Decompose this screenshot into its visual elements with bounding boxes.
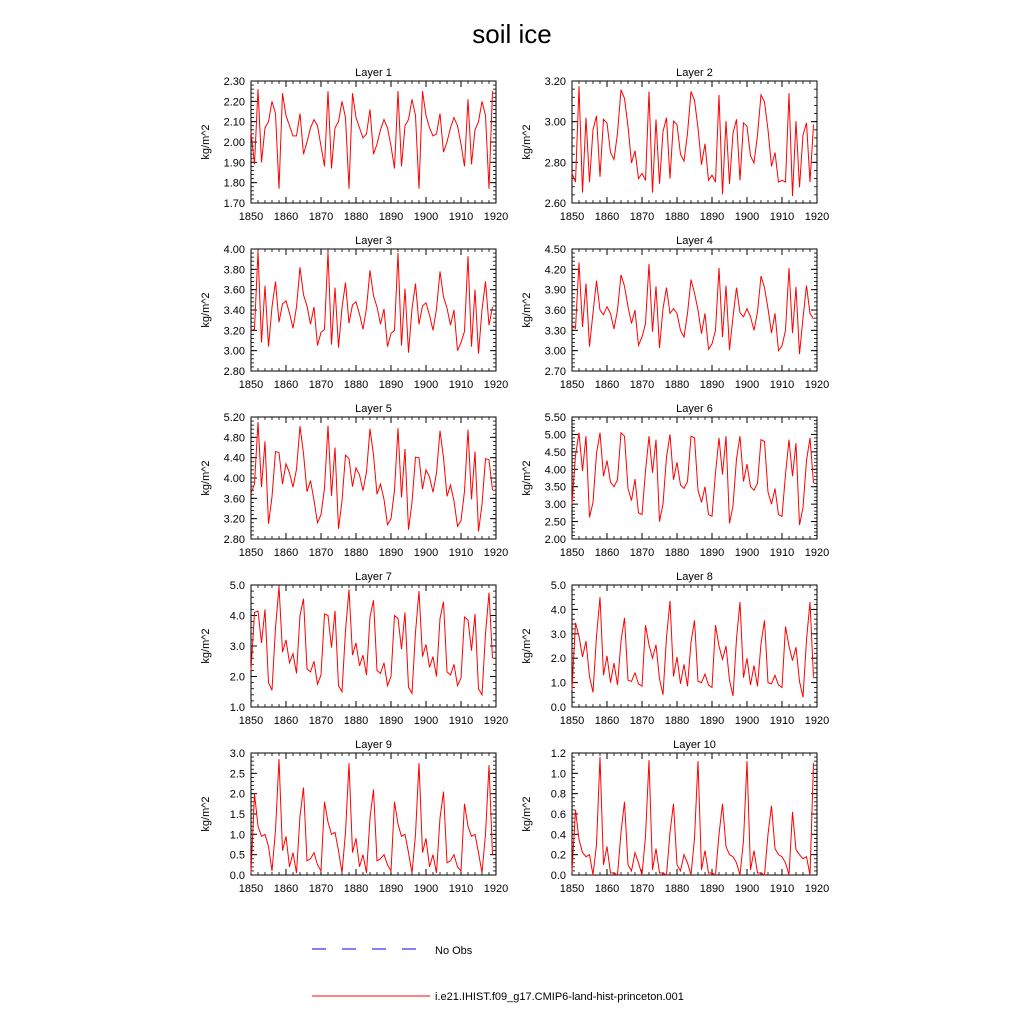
x-tick-label: 1870 [629, 211, 655, 223]
x-tick-label: 1850 [238, 379, 264, 391]
y-tick-label: 0.5 [229, 849, 245, 862]
series-line-layer-3 [251, 251, 493, 354]
y-tick-label: 0.2 [550, 849, 566, 862]
y-tick-label: 3.0 [229, 641, 245, 653]
y-tick-label: 4.40 [223, 452, 245, 465]
y-tick-label: 1.5 [229, 809, 245, 821]
x-tick-label: 1900 [734, 547, 760, 559]
x-tick-label: 1850 [238, 883, 264, 895]
panel-grid [200, 67, 829, 895]
panel-layer-5 [200, 403, 508, 559]
y-tick-label: 2.80 [544, 157, 566, 170]
x-tick-label: 1900 [734, 715, 760, 727]
x-tick-label: 1850 [559, 379, 585, 391]
y-tick-label: 2.70 [544, 366, 566, 378]
plot-frame [572, 585, 817, 707]
panel-layer-8 [521, 571, 829, 727]
x-tick-label: 1900 [413, 715, 439, 727]
y-tick-label: 2.60 [544, 198, 566, 210]
legend-obs-label: No Obs [435, 945, 473, 957]
x-tick-label: 1910 [769, 547, 795, 559]
x-tick-label: 1850 [559, 211, 585, 223]
x-tick-label: 1920 [804, 883, 830, 895]
x-tick-label: 1910 [769, 883, 795, 895]
plot-frame [251, 417, 496, 539]
y-tick-label: 3.30 [544, 325, 566, 338]
x-tick-label: 1850 [238, 547, 264, 559]
y-axis-label: kg/m^2 [521, 628, 533, 664]
x-tick-label: 1870 [308, 715, 334, 727]
x-tick-label: 1870 [308, 883, 334, 895]
x-tick-label: 1870 [308, 211, 334, 223]
plot-frame [251, 753, 496, 875]
figure-title: soil ice [472, 19, 552, 49]
x-tick-label: 1920 [483, 379, 509, 391]
y-tick-label: 3.00 [544, 345, 566, 358]
x-tick-label: 1890 [378, 547, 404, 559]
x-tick-label: 1880 [343, 379, 369, 391]
x-tick-label: 1870 [308, 547, 334, 559]
x-tick-label: 1920 [483, 715, 509, 727]
y-tick-label: 3.20 [223, 325, 245, 338]
y-tick-label: 1.0 [229, 829, 245, 842]
panel-layer-7 [200, 571, 508, 727]
panel-title: Layer 10 [673, 739, 716, 751]
series-line-layer-10 [572, 757, 814, 875]
y-tick-label: 4.00 [544, 464, 566, 477]
x-tick-label: 1870 [629, 883, 655, 895]
panel-layer-1 [200, 67, 508, 223]
x-tick-label: 1900 [413, 883, 439, 895]
panel-title: Layer 7 [355, 571, 392, 583]
x-tick-label: 1870 [308, 379, 334, 391]
series-line-layer-2 [572, 86, 814, 196]
x-tick-label: 1880 [664, 547, 690, 559]
x-tick-label: 1860 [273, 715, 299, 727]
x-tick-label: 1900 [413, 379, 439, 391]
y-tick-label: 4.00 [223, 244, 245, 256]
y-tick-label: 3.00 [544, 116, 566, 129]
y-axis-label: kg/m^2 [200, 124, 212, 160]
x-tick-label: 1910 [769, 379, 795, 391]
y-tick-label: 5.0 [229, 580, 245, 592]
legend-model-label: i.e21.IHIST.f09_g17.CMIP6-land-hist-princeton.001 [435, 991, 684, 1003]
x-tick-label: 1870 [629, 547, 655, 559]
y-tick-label: 4.0 [550, 604, 566, 617]
x-tick-label: 1910 [448, 715, 474, 727]
y-tick-label: 3.0 [229, 748, 245, 760]
x-tick-label: 1880 [664, 883, 690, 895]
y-tick-label: 4.80 [223, 432, 245, 445]
y-tick-label: 2.80 [223, 534, 245, 546]
panel-layer-3 [200, 235, 508, 391]
x-tick-label: 1890 [378, 379, 404, 391]
x-tick-label: 1910 [769, 211, 795, 223]
y-tick-label: 3.20 [544, 76, 566, 88]
x-tick-label: 1890 [699, 379, 725, 391]
x-tick-label: 1860 [594, 883, 620, 895]
series-line-layer-8 [572, 597, 814, 697]
y-tick-label: 4.0 [229, 610, 245, 623]
x-tick-label: 1900 [413, 547, 439, 559]
panel-title: Layer 3 [355, 235, 392, 247]
panel-layer-2 [521, 67, 829, 223]
plot-frame [251, 249, 496, 371]
x-tick-label: 1860 [594, 715, 620, 727]
plot-frame [251, 81, 496, 203]
x-tick-label: 1880 [343, 547, 369, 559]
y-tick-label: 1.70 [223, 198, 245, 210]
x-tick-label: 1890 [699, 715, 725, 727]
x-tick-label: 1860 [594, 547, 620, 559]
x-tick-label: 1850 [238, 211, 264, 223]
y-tick-label: 1.2 [550, 748, 566, 760]
y-tick-label: 2.30 [223, 76, 245, 88]
x-tick-label: 1900 [734, 883, 760, 895]
y-tick-label: 5.20 [223, 412, 245, 424]
x-tick-label: 1860 [273, 379, 299, 391]
y-tick-label: 1.90 [223, 157, 245, 170]
series-line-layer-6 [572, 433, 814, 525]
x-tick-label: 1900 [413, 211, 439, 223]
y-tick-label: 0.0 [550, 702, 566, 714]
y-tick-label: 3.90 [544, 284, 566, 297]
y-tick-label: 0.6 [550, 809, 566, 821]
y-tick-label: 3.60 [223, 284, 245, 297]
y-tick-label: 2.0 [229, 671, 245, 684]
x-tick-label: 1870 [629, 715, 655, 727]
plot-frame [572, 417, 817, 539]
y-tick-label: 0.4 [550, 829, 566, 842]
x-tick-label: 1890 [699, 883, 725, 895]
x-tick-label: 1890 [378, 883, 404, 895]
series-line-layer-9 [251, 759, 493, 873]
y-tick-label: 3.60 [544, 305, 566, 317]
y-axis-label: kg/m^2 [521, 796, 533, 832]
x-tick-label: 1860 [594, 211, 620, 223]
y-tick-label: 3.00 [223, 345, 245, 358]
y-axis-label: kg/m^2 [200, 628, 212, 664]
x-tick-label: 1920 [804, 379, 830, 391]
x-tick-label: 1890 [699, 547, 725, 559]
panel-title: Layer 4 [676, 235, 713, 247]
y-tick-label: 2.50 [544, 516, 566, 529]
y-tick-label: 3.80 [223, 264, 245, 277]
x-tick-label: 1880 [343, 211, 369, 223]
y-tick-label: 3.40 [223, 305, 245, 317]
y-tick-label: 4.20 [544, 264, 566, 277]
x-tick-label: 1870 [629, 379, 655, 391]
legend [312, 945, 684, 1003]
y-tick-label: 5.50 [544, 412, 566, 424]
y-tick-label: 3.60 [223, 493, 245, 506]
y-axis-label: kg/m^2 [200, 460, 212, 496]
x-tick-label: 1880 [664, 379, 690, 391]
x-tick-label: 1880 [664, 211, 690, 223]
y-axis-label: kg/m^2 [521, 124, 533, 160]
series-line-layer-7 [251, 587, 493, 695]
panel-layer-10 [521, 739, 829, 895]
y-tick-label: 2.80 [223, 366, 245, 378]
x-tick-label: 1920 [483, 547, 509, 559]
series-line-layer-5 [251, 422, 493, 531]
y-tick-label: 1.0 [550, 768, 566, 781]
x-tick-label: 1880 [343, 883, 369, 895]
y-tick-label: 0.0 [229, 870, 245, 882]
x-tick-label: 1920 [483, 211, 509, 223]
x-tick-label: 1850 [559, 547, 585, 559]
y-tick-label: 4.50 [544, 446, 566, 459]
y-tick-label: 3.20 [223, 513, 245, 526]
panel-layer-6 [521, 403, 829, 559]
panel-title: Layer 1 [355, 67, 392, 79]
y-tick-label: 3.50 [544, 481, 566, 494]
y-tick-label: 2.5 [229, 768, 245, 781]
series-line-layer-1 [251, 89, 493, 189]
x-tick-label: 1920 [804, 547, 830, 559]
panel-title: Layer 8 [676, 571, 713, 583]
y-tick-label: 5.0 [550, 580, 566, 592]
y-tick-label: 2.10 [223, 116, 245, 129]
y-tick-label: 2.0 [550, 653, 566, 666]
x-tick-label: 1910 [448, 547, 474, 559]
x-tick-label: 1850 [559, 715, 585, 727]
panel-layer-4 [521, 235, 829, 391]
x-tick-label: 1850 [559, 883, 585, 895]
x-tick-label: 1920 [804, 211, 830, 223]
y-tick-label: 5.00 [544, 429, 566, 442]
y-tick-label: 3.00 [544, 499, 566, 512]
x-tick-label: 1900 [734, 211, 760, 223]
x-tick-label: 1890 [378, 715, 404, 727]
x-tick-label: 1880 [664, 715, 690, 727]
panel-title: Layer 2 [676, 67, 713, 79]
x-tick-label: 1860 [273, 211, 299, 223]
y-tick-label: 2.20 [223, 96, 245, 109]
x-tick-label: 1910 [448, 211, 474, 223]
y-tick-label: 2.0 [229, 788, 245, 801]
x-tick-label: 1920 [483, 883, 509, 895]
x-tick-label: 1890 [699, 211, 725, 223]
y-tick-label: 1.0 [229, 702, 245, 714]
x-tick-label: 1900 [734, 379, 760, 391]
panel-layer-9 [200, 739, 508, 895]
panel-title: Layer 5 [355, 403, 392, 415]
series-line-layer-4 [572, 263, 814, 355]
x-tick-label: 1910 [448, 379, 474, 391]
y-tick-label: 2.00 [544, 534, 566, 546]
x-tick-label: 1850 [238, 715, 264, 727]
y-axis-label: kg/m^2 [521, 460, 533, 496]
x-tick-label: 1910 [769, 715, 795, 727]
y-tick-label: 4.50 [544, 244, 566, 256]
y-axis-label: kg/m^2 [200, 796, 212, 832]
y-tick-label: 0.8 [550, 788, 566, 801]
y-tick-label: 2.00 [223, 137, 245, 149]
panel-title: Layer 6 [676, 403, 713, 415]
x-tick-label: 1880 [343, 715, 369, 727]
y-tick-label: 1.0 [550, 677, 566, 690]
x-tick-label: 1910 [448, 883, 474, 895]
y-axis-label: kg/m^2 [200, 292, 212, 328]
y-tick-label: 4.00 [223, 473, 245, 485]
x-tick-label: 1890 [378, 211, 404, 223]
x-tick-label: 1920 [804, 715, 830, 727]
y-tick-label: 3.0 [550, 628, 566, 641]
y-tick-label: 0.0 [550, 870, 566, 882]
x-tick-label: 1860 [273, 547, 299, 559]
x-tick-label: 1860 [273, 883, 299, 895]
y-tick-label: 1.80 [223, 177, 245, 190]
y-axis-label: kg/m^2 [521, 292, 533, 328]
panel-title: Layer 9 [355, 739, 392, 751]
x-tick-label: 1860 [594, 379, 620, 391]
